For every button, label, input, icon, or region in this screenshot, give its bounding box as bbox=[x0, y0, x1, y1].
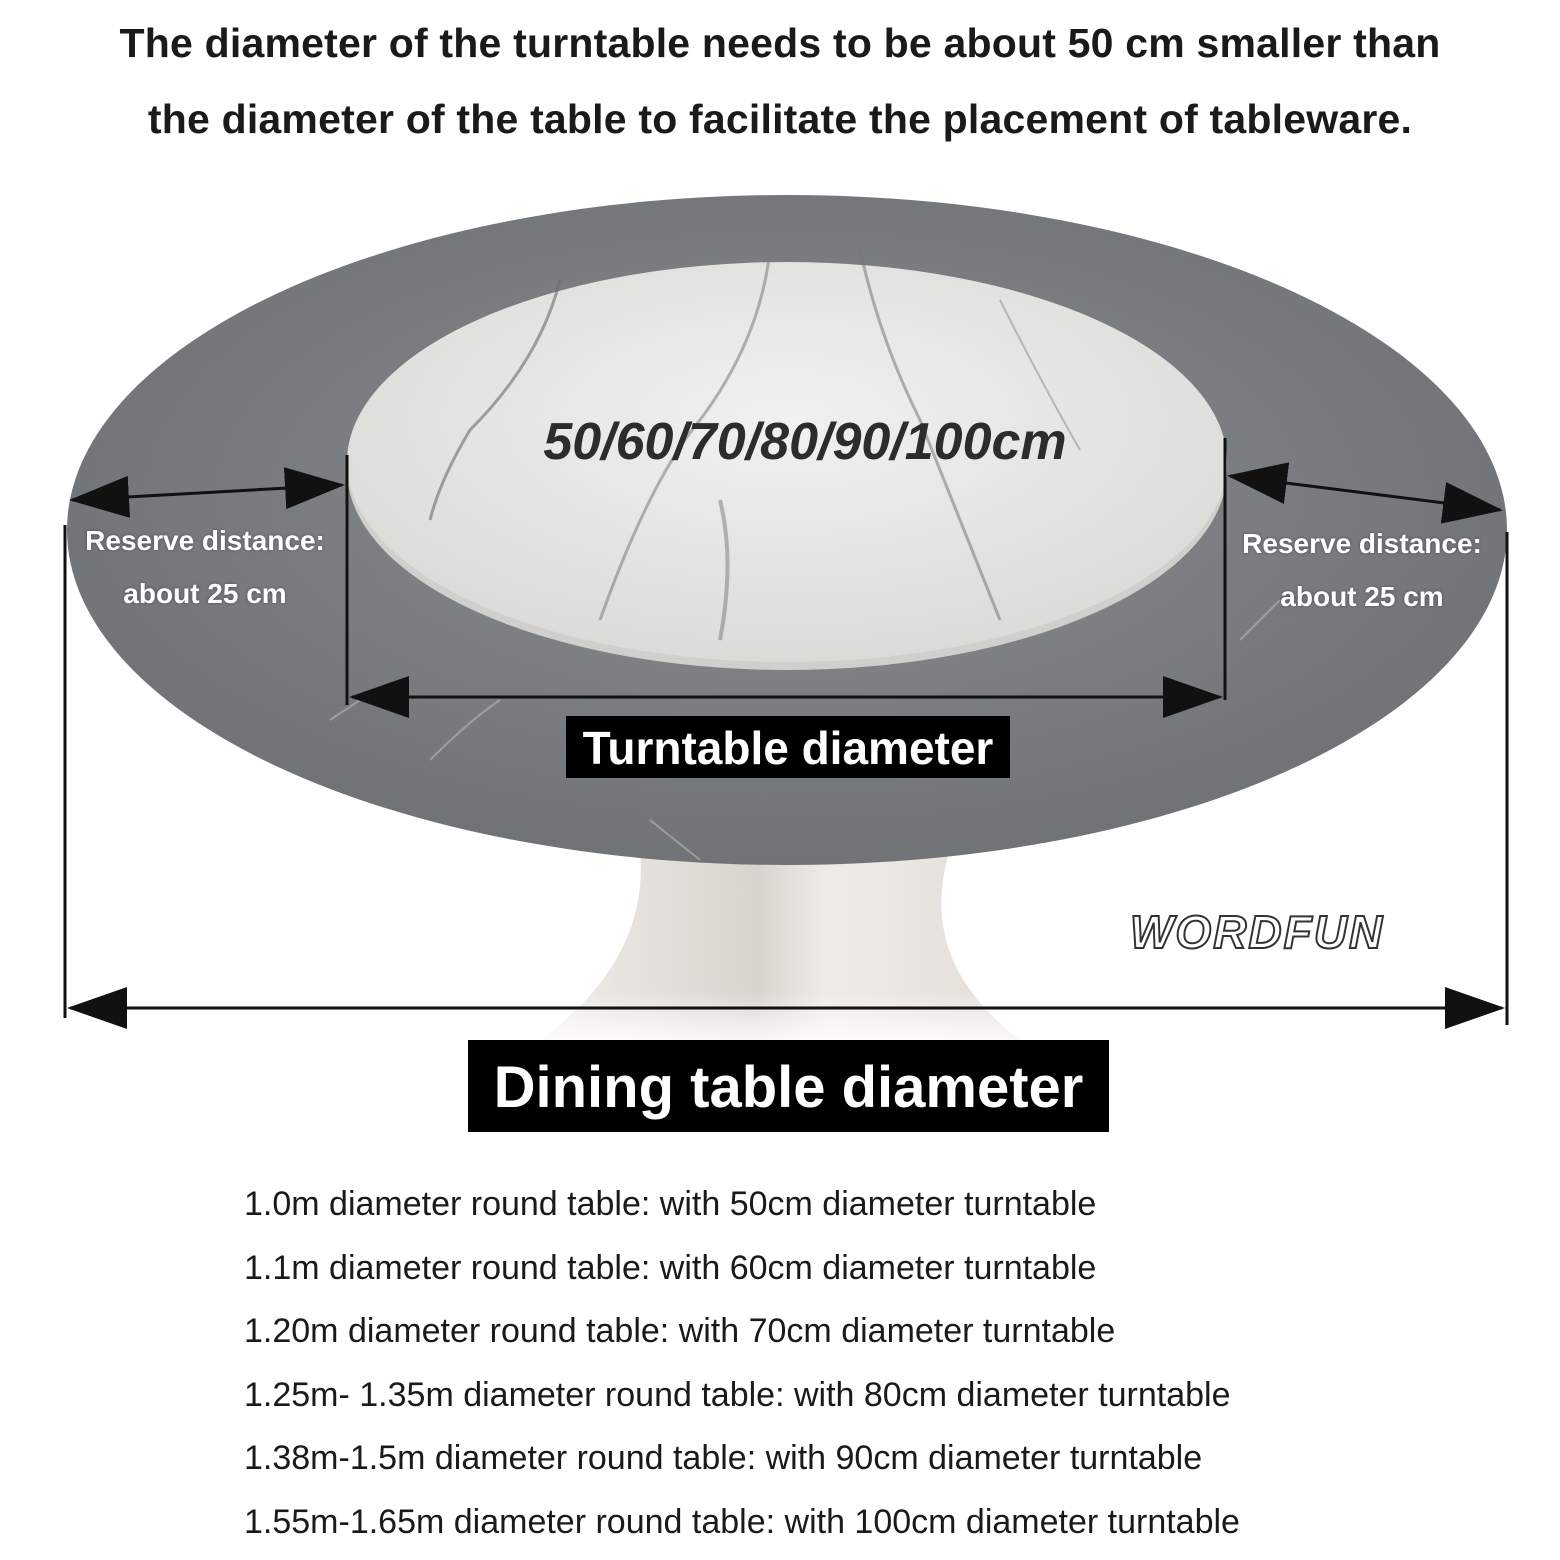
size-chart bbox=[244, 1176, 1240, 1558]
size-chart-item: 1.20m diameter round table: with 70cm diameter turntable bbox=[244, 1312, 1116, 1351]
headline-line-1: The diameter of the turntable needs to be about 50 cm smaller than bbox=[119, 20, 1441, 66]
size-chart-item: 1.1m diameter round table: with 60cm diameter turntable bbox=[244, 1248, 1097, 1287]
reserve-left-line1: Reserve distance: bbox=[85, 525, 325, 556]
reserve-right-line1: Reserve distance: bbox=[1242, 528, 1482, 559]
reserve-distance-left bbox=[70, 514, 340, 620]
table-base bbox=[520, 850, 1060, 1050]
size-chart-item: 1.55m-1.65m diameter round table: with 100cm diameter turntable bbox=[244, 1502, 1240, 1541]
reserve-left-line2: about 25 cm bbox=[123, 578, 287, 609]
turntable-diameter-label: Turntable diameter bbox=[566, 716, 1010, 778]
size-chart-item: 1.25m- 1.35m diameter round table: with 80cm diameter turntable bbox=[244, 1375, 1231, 1414]
turntable-sizes: 50/60/70/80/90/100cm bbox=[543, 413, 1067, 471]
headline-line-2: the diameter of the table to facilitate the placement of tableware. bbox=[147, 96, 1413, 142]
brand-logo: WORDFUN bbox=[1130, 906, 1385, 958]
reserve-distance-right bbox=[1228, 517, 1496, 623]
size-chart-item: 1.0m diameter round table: with 50cm diameter turntable bbox=[244, 1185, 1097, 1223]
reserve-right-line2: about 25 cm bbox=[1280, 581, 1444, 612]
dining-table-diameter-label: Dining table diameter bbox=[468, 1040, 1109, 1132]
size-chart-item: 1.38m-1.5m diameter round table: with 90cm diameter turntable bbox=[244, 1439, 1203, 1478]
